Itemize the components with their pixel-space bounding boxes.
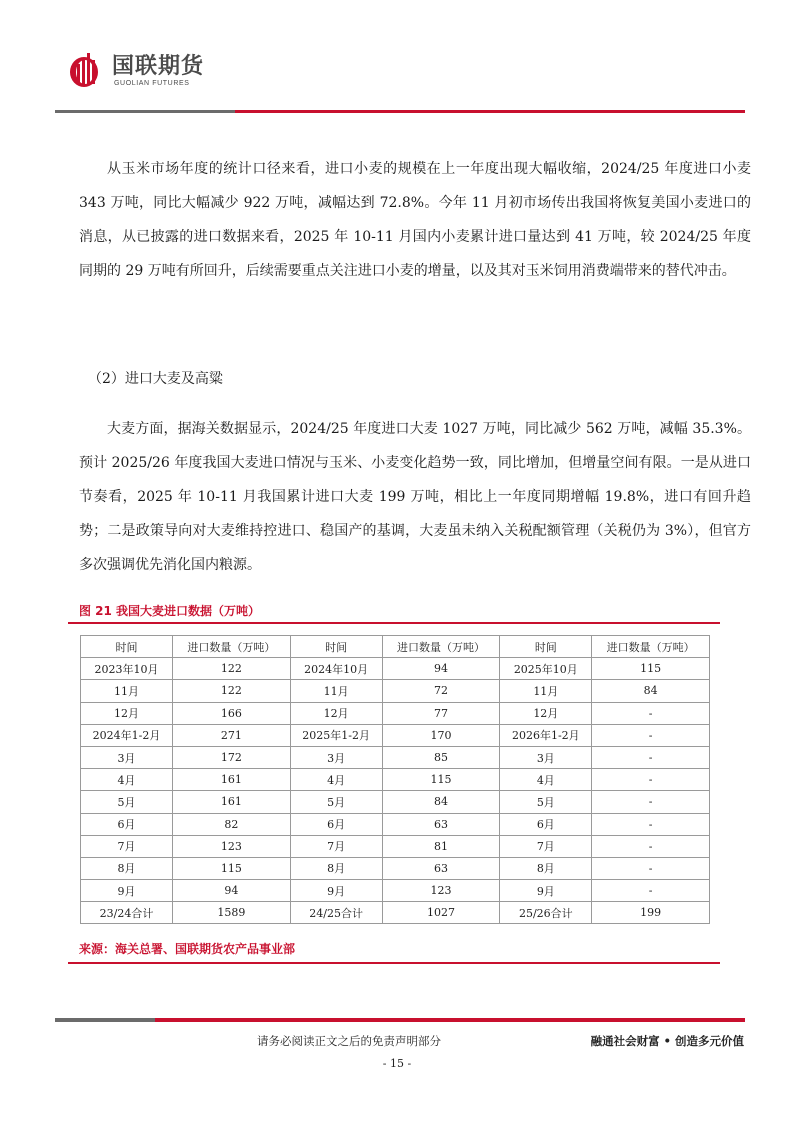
table-cell: 7月 — [290, 835, 382, 857]
table-cell: 2023年10月 — [81, 658, 173, 680]
table-cell: 166 — [173, 702, 291, 724]
table-row — [81, 769, 710, 791]
table-cell: 3月 — [81, 746, 173, 768]
table-cell: 7月 — [500, 835, 592, 857]
table-cell: 82 — [173, 813, 291, 835]
table-cell: 12月 — [290, 702, 382, 724]
barley-import-table — [80, 635, 710, 924]
table-cell: 85 — [382, 746, 500, 768]
table-cell: 4月 — [290, 769, 382, 791]
table-cell: 77 — [382, 702, 500, 724]
table-cell: 94 — [382, 658, 500, 680]
table-cell: 122 — [173, 680, 291, 702]
table-cell: 115 — [173, 857, 291, 879]
section-subheading: （2）进口大麦及高粱 — [88, 371, 223, 387]
table-cell: 84 — [382, 791, 500, 813]
header-cell: 时间 — [290, 636, 382, 658]
table-cell: 63 — [382, 813, 500, 835]
table-cell: 170 — [382, 724, 500, 746]
table-cell: - — [592, 746, 710, 768]
table-cell: 7月 — [81, 835, 173, 857]
table-cell: 115 — [592, 658, 710, 680]
header-divider-gray — [55, 110, 235, 113]
table-cell: 9月 — [290, 880, 382, 902]
table-cell: - — [592, 813, 710, 835]
table-cell: 6月 — [81, 813, 173, 835]
table-cell: 2026年1-2月 — [500, 724, 592, 746]
header-divider-red — [235, 110, 745, 113]
table-cell: 11月 — [81, 680, 173, 702]
table-row — [81, 791, 710, 813]
table-cell: 122 — [173, 658, 291, 680]
table-cell: 199 — [592, 902, 710, 924]
table-cell: 271 — [173, 724, 291, 746]
table-total-row — [81, 902, 710, 924]
figure-bottom-rule — [68, 962, 720, 964]
table-cell: 4月 — [81, 769, 173, 791]
table-cell: - — [592, 769, 710, 791]
table-cell: 3月 — [500, 746, 592, 768]
footer-disclaimer: 请务必阅读正文之后的免责声明部分 — [257, 1034, 441, 1048]
table-cell: 11月 — [290, 680, 382, 702]
table-cell: 123 — [382, 880, 500, 902]
company-logo-icon — [68, 50, 104, 90]
table-cell: 1589 — [173, 902, 291, 924]
table-row — [81, 813, 710, 835]
table-cell: 6月 — [500, 813, 592, 835]
table-cell: 123 — [173, 835, 291, 857]
paragraph-wheat-imports: 从玉米市场年度的统计口径来看，进口小麦的规模在上一年度出现大幅收缩，2024/25 年度进口小麦 343 万吨，同比大幅减少 922 万吨，减幅达到 72.8%。今年 11 月初市场传出我国将恢复美国小麦进口的消息，从已披露的进口数据来看，2025 年 10-11 月国内小麦累计进口量达到 41 万吨，较 2024/25 年度同期的 29 万吨有所回升，后续需要重点关注进口小麦的增量，以及其对玉米饲用消费端带来的替代冲击。 — [79, 161, 751, 279]
table-cell: 63 — [382, 857, 500, 879]
table-cell: - — [592, 724, 710, 746]
table-row — [81, 724, 710, 746]
table-cell: 8月 — [500, 857, 592, 879]
table-cell: 81 — [382, 835, 500, 857]
table-cell: 2025年10月 — [500, 658, 592, 680]
logo-text-en: GUOLIAN FUTURES — [114, 80, 190, 87]
table-cell: 5月 — [290, 791, 382, 813]
figure-source: 来源：海关总署、国联期货农产品事业部 — [79, 942, 296, 956]
table-cell: 12月 — [500, 702, 592, 724]
header-cell: 时间 — [81, 636, 173, 658]
table-cell: - — [592, 857, 710, 879]
table-cell: 161 — [173, 791, 291, 813]
table-cell: 24/25合计 — [290, 902, 382, 924]
footer-divider-gray — [55, 1018, 155, 1022]
page-number: - 15 - — [382, 1057, 412, 1070]
paragraph-barley-imports: 大麦方面，据海关数据显示，2024/25 年度进口大麦 1027 万吨，同比减少 562 万吨，减幅 35.3%。预计 2025/26 年度我国大麦进口情况与玉米、小麦变化趋势一致，同比增加，但增量空间有限。一是从进口节奏看，2025 年 10-11 月我国累计进口大麦 199 万吨，相比上一年度同期增幅 19.8%，进口有回升趋势；二是政策导向对大麦维持控进口、稳国产的基调，大麦虽未纳入关税配额管理（关税仍为 3%），但官方多次强调优先消化国内粮源。 — [79, 421, 751, 573]
table-cell: 25/26合计 — [500, 902, 592, 924]
header-cell: 进口数量（万吨） — [173, 636, 291, 658]
table-cell: 1027 — [382, 902, 500, 924]
table-cell: 5月 — [500, 791, 592, 813]
table-cell: 9月 — [81, 880, 173, 902]
table-cell: 72 — [382, 680, 500, 702]
table-cell: 4月 — [500, 769, 592, 791]
table-cell: 2024年1-2月 — [81, 724, 173, 746]
table-cell: 8月 — [290, 857, 382, 879]
table-cell: - — [592, 880, 710, 902]
table-row — [81, 857, 710, 879]
table-cell: 23/24合计 — [81, 902, 173, 924]
table-cell: 6月 — [290, 813, 382, 835]
table-cell: 94 — [173, 880, 291, 902]
table-cell: 9月 — [500, 880, 592, 902]
table-cell: 5月 — [81, 791, 173, 813]
table-cell: 3月 — [290, 746, 382, 768]
logo-text-cn: 国联期货 — [112, 54, 205, 79]
header-cell: 进口数量（万吨） — [382, 636, 500, 658]
table-row — [81, 658, 710, 680]
table-cell: 172 — [173, 746, 291, 768]
table-row — [81, 746, 710, 768]
figure-title: 图 21 我国大麦进口数据（万吨） — [79, 604, 261, 618]
figure-top-rule — [68, 622, 720, 624]
table-row — [81, 680, 710, 702]
table-cell: - — [592, 702, 710, 724]
table-cell: 2024年10月 — [290, 658, 382, 680]
table-row — [81, 835, 710, 857]
table-cell: 161 — [173, 769, 291, 791]
table-cell: 8月 — [81, 857, 173, 879]
table-cell: 84 — [592, 680, 710, 702]
footer-slogan: 融通社会财富 • 创造多元价值 — [590, 1034, 744, 1048]
table-cell: 2025年1-2月 — [290, 724, 382, 746]
table-cell: 11月 — [500, 680, 592, 702]
footer-divider-red — [155, 1018, 745, 1022]
header-cell: 时间 — [500, 636, 592, 658]
table-row — [81, 702, 710, 724]
table-cell: - — [592, 835, 710, 857]
table-cell: 12月 — [81, 702, 173, 724]
header-cell: 进口数量（万吨） — [592, 636, 710, 658]
table-cell: - — [592, 791, 710, 813]
table-row — [81, 880, 710, 902]
table-header-row — [81, 636, 710, 658]
table-cell: 115 — [382, 769, 500, 791]
